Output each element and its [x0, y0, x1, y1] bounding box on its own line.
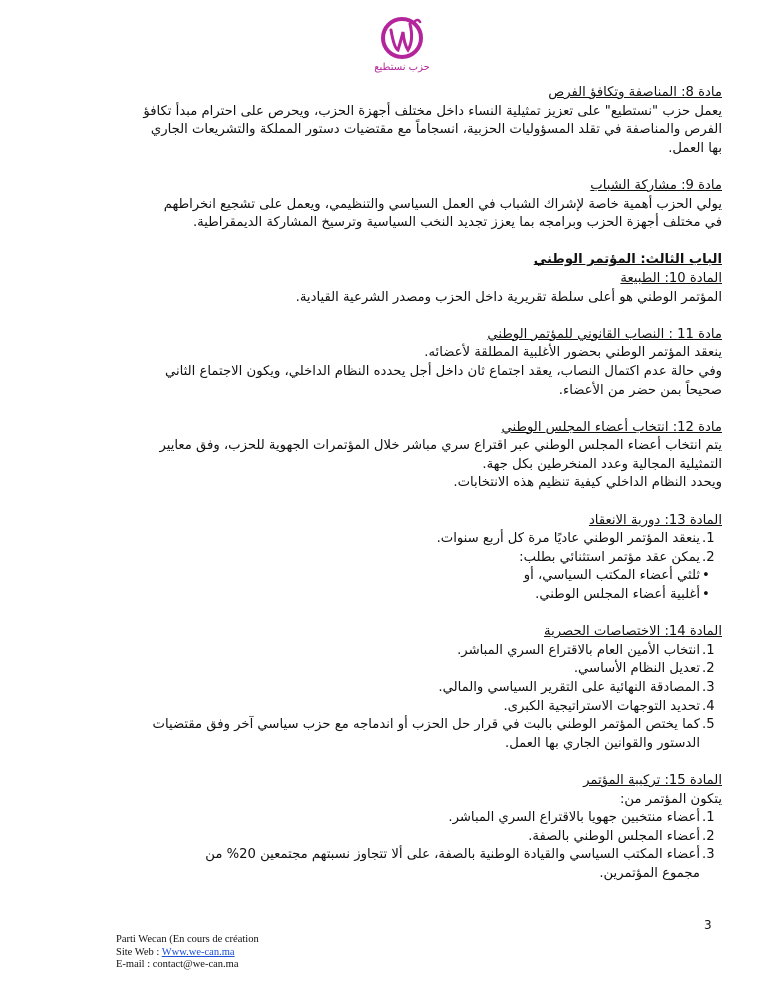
article-8-line: يعمل حزب "نستطيع" على تعزيز تمثيلية النساء داخل مختلف أجهزة الحزب، ويحرص على احترام مبدأ تكافؤ: [143, 103, 722, 119]
list-marker: 3.: [702, 847, 715, 863]
footer-site-label: Site Web :: [116, 946, 162, 958]
document-body: [110, 84, 722, 884]
list-item: [110, 698, 722, 717]
list-item-text: تحديد التوجهات الاستراتيجية الكبرى.: [503, 698, 700, 714]
list-item: [110, 549, 722, 568]
list-item: [110, 679, 722, 698]
footer: [116, 934, 259, 972]
article-11-line: صحيحاً بمن حضر من الأعضاء.: [558, 382, 722, 398]
list-marker: 1.: [702, 531, 715, 547]
list-marker: 3.: [702, 680, 715, 695]
article-8-line: بها العمل.: [668, 140, 722, 156]
article-8-heading: مادة 8: المناصفة وتكافؤ الفرص: [548, 85, 722, 100]
list-item-text: أعضاء المجلس الوطني بالصفة.: [528, 828, 700, 844]
article-15-list: [110, 809, 722, 883]
list-item-text: كما يختص المؤتمر الوطني بالبت في قرار حل الحزب أو اندماجه مع حزب سياسي آخر وفق مقتضيات: [152, 717, 700, 733]
article-15-heading: المادة 15: تركيبة المؤتمر: [583, 772, 722, 788]
article-13-bullets: [110, 567, 722, 604]
list-item: [110, 716, 722, 753]
list-item: [110, 846, 722, 883]
list-item-text: أعضاء المكتب السياسي والقيادة الوطنية بالصفة، على ألا تتجاوز نسبتهم مجتمعين 20% من: [205, 847, 700, 863]
footer-site-link[interactable]: Www.we-can.ma: [161, 946, 235, 958]
list-item-text: انتخاب الأمين العام بالاقتراع السري المباشر.: [457, 642, 700, 658]
list-item-text: تعديل النظام الأساسي.: [573, 661, 700, 677]
bullet-item: [110, 567, 722, 586]
article-10-heading: المادة 10: الطبيعة: [620, 270, 722, 286]
bullet-marker: •: [702, 568, 710, 584]
list-marker: 5.: [702, 717, 715, 733]
list-item: [110, 530, 722, 549]
page-number: 3: [704, 918, 712, 932]
article-9-line: في مختلف أجهزة الحزب وبرامجه بما يعزز تجديد النخب السياسية وترسيخ المشاركة الديمقراطية.: [192, 215, 722, 231]
article-12-line: يتم انتخاب أعضاء المجلس الوطني عبر اقتراع سري مباشر خلال المؤتمرات الجهوية للحزب، وفق معايير: [159, 438, 722, 454]
article-11-line: وفي حالة عدم اكتمال النصاب، يعقد اجتماع ثان داخل أجل يحدده النظام الداخلي، ويكون الاجتماع الثاني: [164, 363, 722, 379]
footer-site: [116, 947, 259, 960]
bullet-item: [110, 586, 722, 605]
bullet-marker: •: [702, 587, 710, 603]
list-item-text: يمكن عقد مؤتمر استثنائي بطلب:: [519, 549, 700, 565]
article-11-heading: مادة 11 : النصاب القانوني للمؤتمر الوطني: [487, 326, 722, 342]
article-13-list: [110, 530, 722, 567]
article-9-heading: مادة 9: مشاركة الشباب: [590, 177, 722, 193]
list-marker: 2.: [702, 549, 715, 565]
list-item-text: أعضاء منتخبين جهويا بالاقتراع السري المباشر.: [448, 810, 700, 826]
article-9-line: يولي الحزب أهمية خاصة لإشراك الشباب في العمل السياسي والتنظيمي، ويعمل على تشجيع انخراطهم: [163, 196, 722, 212]
list-item-text: ينعقد المؤتمر الوطني عاديًا مرة كل أربع سنوات.: [436, 531, 700, 547]
article-12-heading: مادة 12: انتخاب أعضاء المجلس الوطني: [501, 419, 722, 435]
list-item-text: المصادقة النهائية على التقرير السياسي والمالي.: [438, 680, 700, 695]
article-10-line: المؤتمر الوطني هو أعلى سلطة تقريرية داخل الحزب ومصدر الشرعية القيادية.: [295, 289, 722, 305]
list-marker: 1.: [702, 642, 715, 658]
bullet-item-text: أغلبية أعضاء المجلس الوطني.: [535, 587, 700, 603]
list-item-text: مجموع المؤتمرين.: [599, 865, 700, 881]
list-marker: 2.: [702, 828, 715, 844]
logo-text: حزب نستطيع: [374, 62, 430, 73]
chapter-3-heading: الباب الثالث: المؤتمر الوطني: [533, 252, 722, 268]
list-marker: 2.: [702, 661, 715, 677]
footer-party-name: Parti Wecan (En cours de création: [116, 934, 259, 945]
list-item: [110, 660, 722, 679]
list-item: [110, 809, 722, 828]
article-8-line: الفرص والمناصفة في تقلد المسؤوليات الحزبية، انسجاماً مع مقتضيات دستور المملكة والتشريعات الجاري: [150, 122, 722, 138]
article-14-list: [110, 642, 722, 754]
article-11-line: ينعقد المؤتمر الوطني بحضور الأغلبية المطلقة لأعضائه.: [424, 345, 722, 361]
article-13-heading: المادة 13: دورية الانعقاد: [588, 512, 722, 528]
bullet-item-text: ثلثي أعضاء المكتب السياسي، أو: [523, 568, 700, 584]
article-14-heading: المادة 14: الاختصاصات الحصرية: [544, 624, 722, 640]
list-item: [110, 828, 722, 847]
party-logo: [370, 10, 434, 82]
list-item: [110, 642, 722, 661]
list-item-text: الدستور والقوانين الجاري بها العمل.: [505, 735, 700, 751]
list-marker: 1.: [702, 810, 715, 826]
list-marker: 4.: [702, 698, 715, 714]
article-15-intro: يتكون المؤتمر من:: [619, 791, 722, 807]
article-12-line: التمثيلية المجالية وعدد المنخرطين بكل جهة.: [482, 456, 722, 472]
footer-email: E-mail : contact@we-can.ma: [116, 959, 239, 970]
article-12-line: ويحدد النظام الداخلي كيفية تنظيم هذه الانتخابات.: [453, 475, 722, 491]
